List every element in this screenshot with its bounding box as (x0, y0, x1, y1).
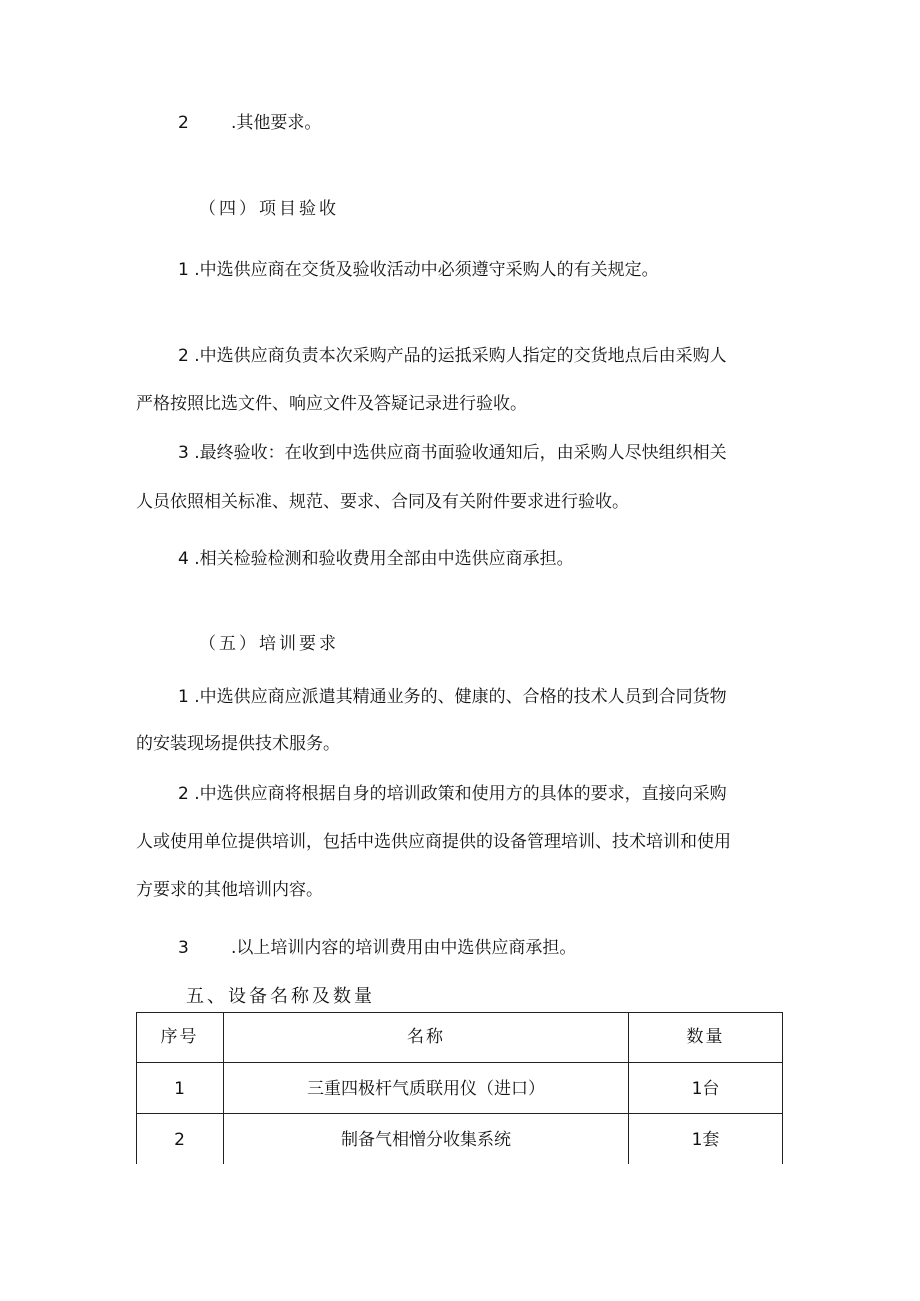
table-border (136, 1012, 783, 1013)
training-item-1-line-1: 1 .中选供应商应派遣其精通业务的、健康的、合格的技术人员到合同货物 (178, 687, 727, 707)
table-cell-qty: 1台 (691, 1079, 720, 1099)
training-item-2-line-2: 人或使用单位提供培训，包括中选供应商提供的设备管理培训、技术培训和使用 (136, 832, 731, 852)
acceptance-item-1-line-1: 1 .中选供应商在交货及验收活动中必须遵守采购人的有关规定。 (178, 260, 659, 280)
table-cell-seq: 2 (174, 1130, 185, 1150)
acceptance-item-2-line-1: 2 .中选供应商负责本次采购产品的运抵采购人指定的交货地点后由采购人 (178, 346, 727, 366)
table-cell-name: 三重四极杆气质联用仪（进口） (307, 1079, 545, 1099)
acceptance-item-4-line-1: 4 .相关检验检测和验收费用全部由中选供应商承担。 (178, 549, 574, 569)
item-number: 3 (178, 938, 189, 958)
table-cell-qty: 1套 (691, 1130, 720, 1150)
acceptance-item-2-line-2: 严格按照比选文件、响应文件及答疑记录进行验收。 (136, 394, 527, 414)
section-heading-acceptance: （四）项目验收 (199, 199, 339, 219)
acceptance-item-3-line-2: 人员依照相关标准、规范、要求、合同及有关附件要求进行验收。 (136, 492, 629, 512)
training-item-2-line-3: 方要求的其他培训内容。 (136, 880, 323, 900)
equipment-section-title: 五、设备名称及数量 (186, 986, 375, 1007)
equipment-table (136, 1012, 783, 1164)
table-border (782, 1012, 783, 1164)
section-heading-training: （五）培训要求 (199, 634, 339, 654)
table-border (136, 1113, 783, 1114)
paragraph-text: .其他要求。 (231, 113, 322, 133)
table-header-seq: 序号 (160, 1027, 199, 1047)
item-number: 2 (178, 113, 189, 133)
training-item-3-text: .以上培训内容的培训费用由中选供应商承担。 (231, 938, 577, 958)
table-header-qty: 数量 (686, 1027, 725, 1047)
training-item-1-line-2: 的安装现场提供技术服务。 (136, 734, 340, 754)
table-header-name: 名称 (407, 1027, 445, 1047)
table-border (136, 1062, 783, 1063)
table-cell-name: 制备气相憎分收集系统 (341, 1130, 511, 1150)
table-cell-seq: 1 (174, 1079, 185, 1099)
acceptance-item-3-line-1: 3 .最终验收：在收到中选供应商书面验收通知后，由采购人尽快组织相关 (178, 443, 727, 463)
training-item-2-line-1: 2 .中选供应商将根据自身的培训政策和使用方的具体的要求，直接向采购 (178, 784, 727, 804)
